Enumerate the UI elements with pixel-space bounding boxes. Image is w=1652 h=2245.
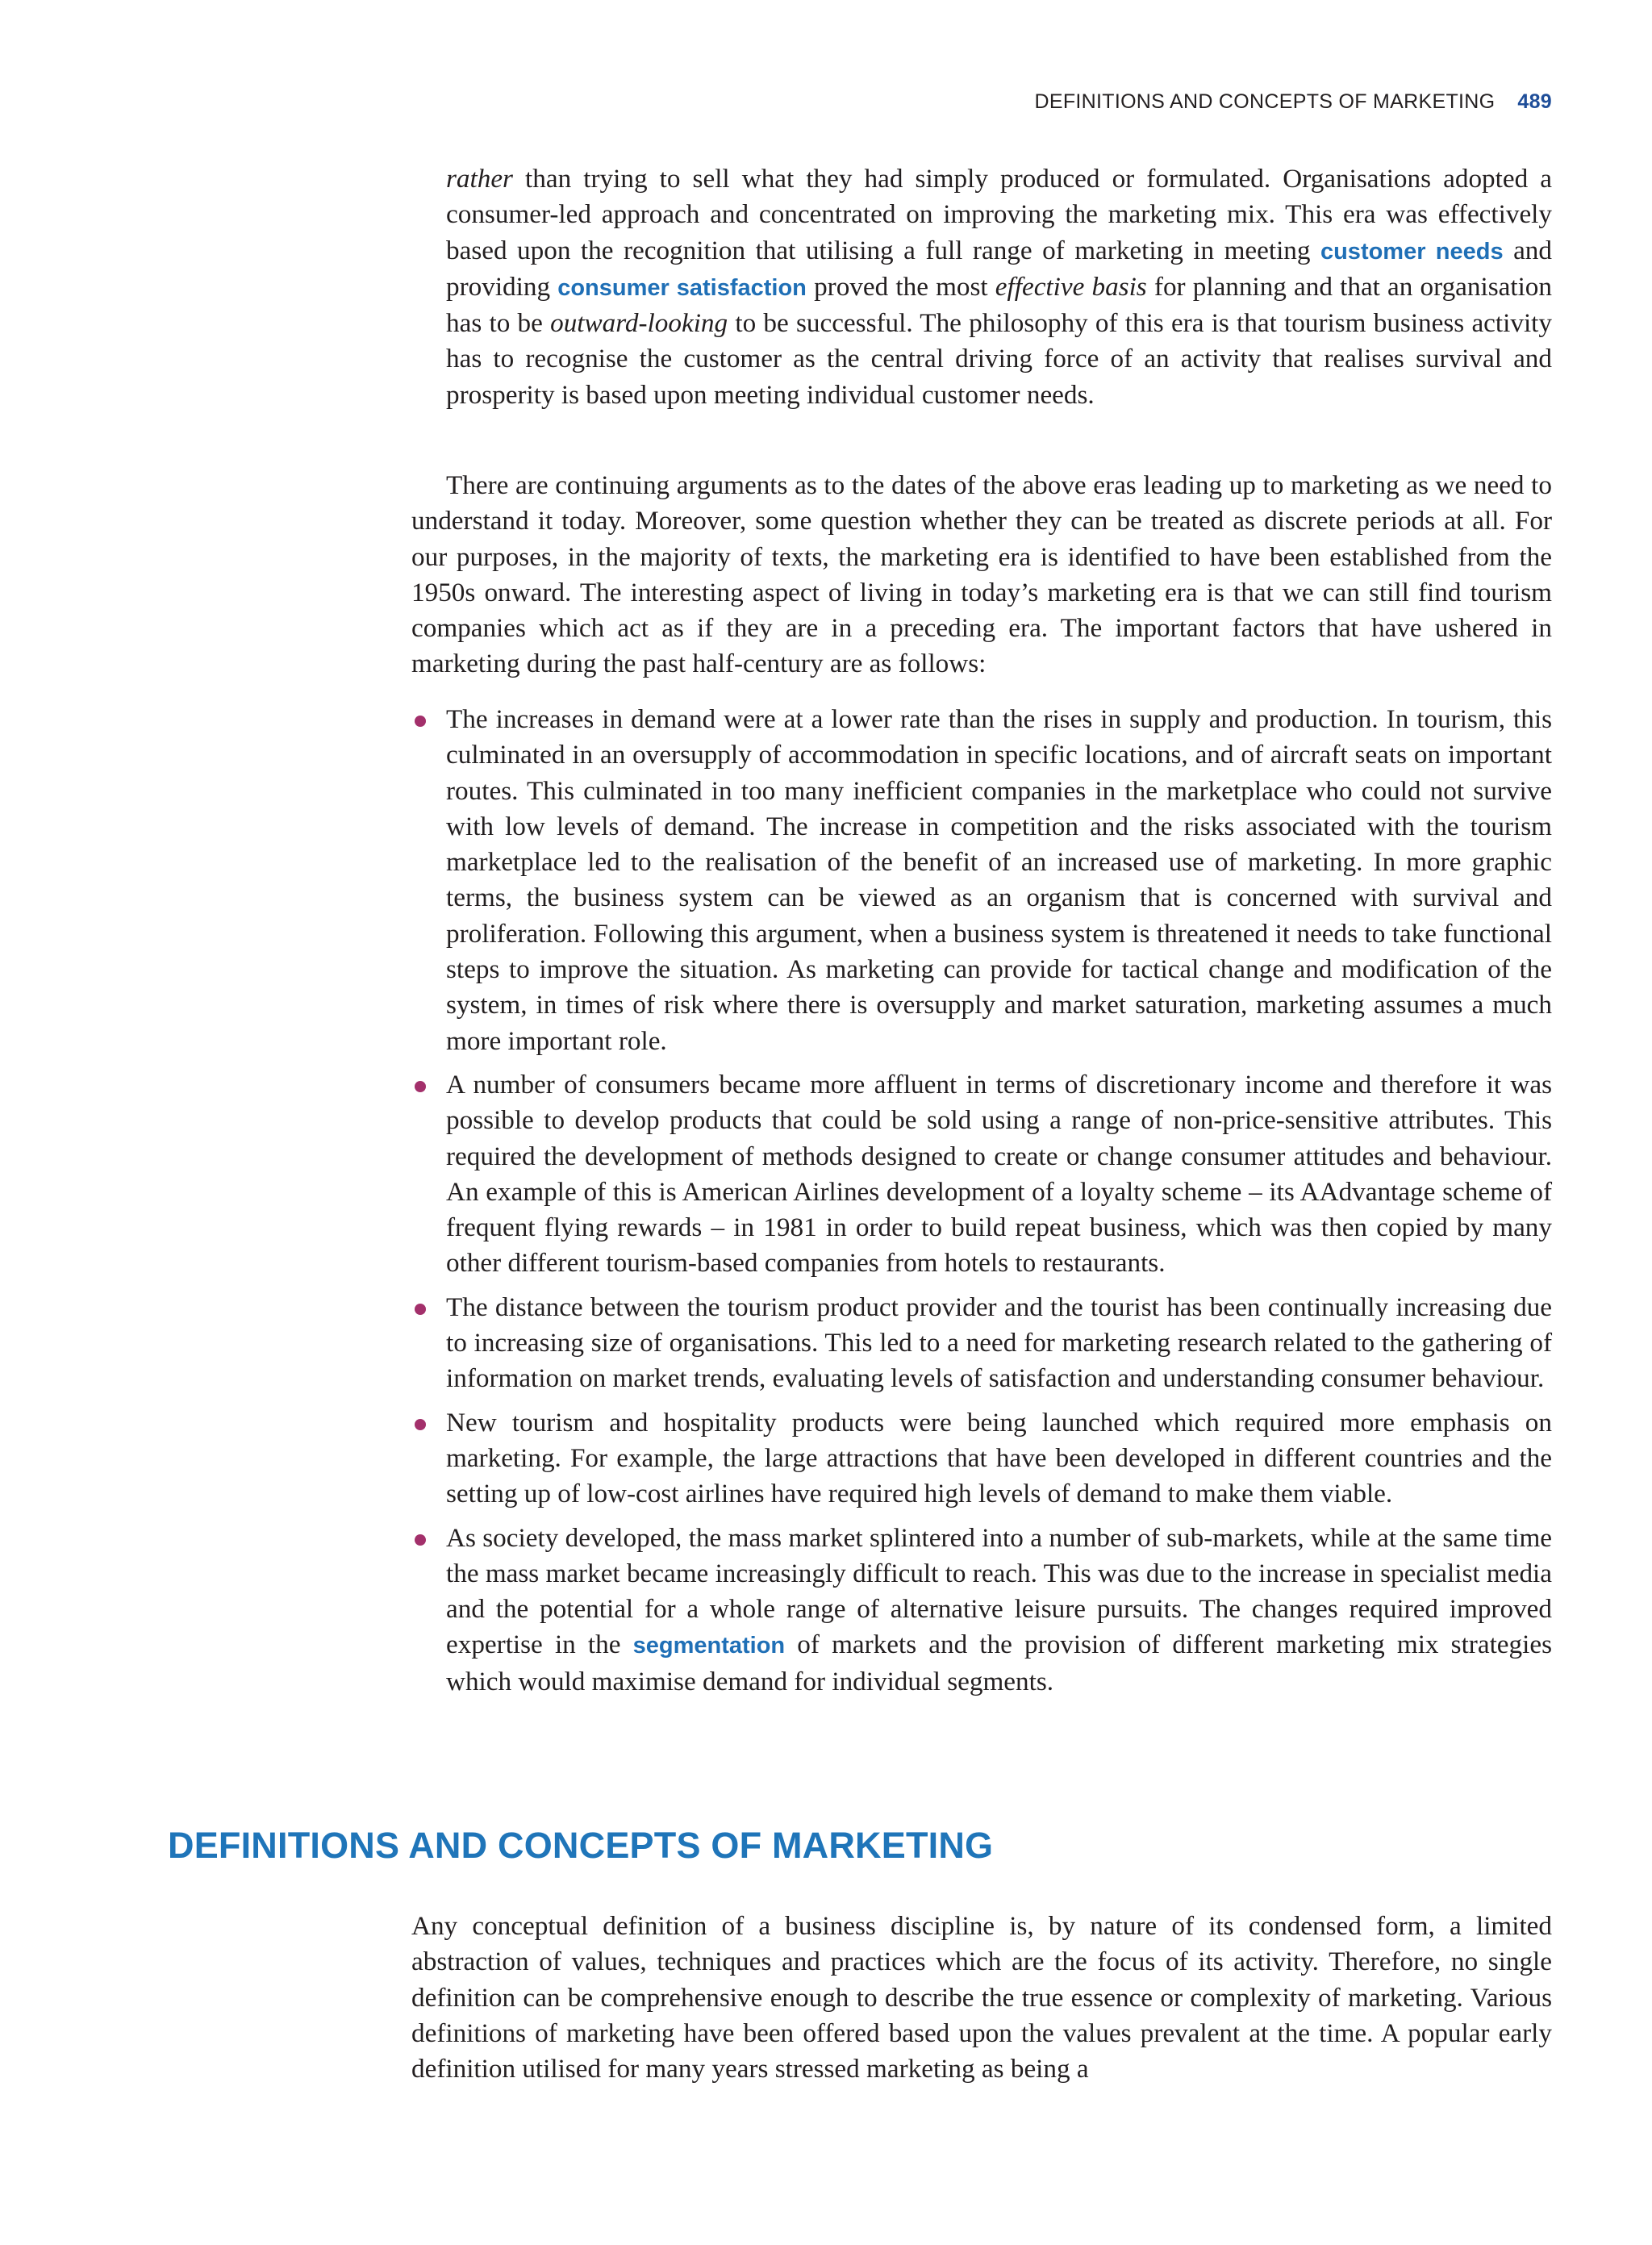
bullet-text: The increases in demand were at a lower rate than the rises in supply and production. In tourism, this culminated in an oversupply of accommodation in specific locations, and of aircraft seats on important routes. This culminated in too many inefficient companies in the marketplace who could not survive with low levels of demand. The increase in competition and the risks associated with the tourism marketplace led to the realisation of the benefit of an increased use of marketing. In more graphic terms, the business system can be viewed as an organism that is concerned with survival and proliferation. Following this argument, when a business system is threatened it needs to take functional steps to improve the situation. As marketing can provide for tactical change and modification of the system, in times of risk where there is oversupply and market saturation, marketing assumes a much more important role.	[446, 704, 1552, 1056]
bullet-text: of markets and the provision of different marketing mix strategies which would maximise demand for individual segments.	[446, 1630, 1552, 1696]
bullet-text: A number of consumers became more affluent in terms of discretionary income and therefore it was possible to develop products that could be sold using a range of non-price-sensitive attributes. This required the development of methods designed to create or change consumer attitudes and behaviour. An example of this is American Airlines development of a loyalty scheme – its AAdvantage scheme of frequent flying rewards – in 1981 in order to build repeat business, which was then copied by many other different tourism-based companies from hotels to restaurants.	[446, 1069, 1552, 1279]
bullet-item-segmentation	[411, 1521, 1552, 1700]
continuation-paragraph	[446, 161, 1552, 413]
bullet-item-affluence	[411, 1067, 1552, 1282]
continuation-text-4: for planning and that an organisation has to be	[446, 271, 1552, 339]
bullet-dot-icon	[415, 1081, 426, 1092]
continuation-text-1: than trying to sell what they had simply produced or formulated. Organisations adopted a consumer-led approach and concentrated on improving the marketing mix. This era was effectively based upon the recognition that utilising a full range of marketing in meeting	[446, 164, 1552, 265]
factors-bullet-list	[411, 702, 1552, 1708]
italic-rather: rather	[446, 164, 513, 194]
bullet-dot-icon	[415, 1419, 426, 1430]
definitions-paragraph: Any conceptual definition of a business discipline is, by nature of its condensed form, a limited abstraction of values, techniques and practices which are the focus of its activity. Therefore, no single definition can be comprehensive enough to describe the true essence or complexity of marketing. Various definitions of marketing have been offered based upon the values prevalent at the time. A popular early definition utilised for many years stressed marketing as being a	[411, 1911, 1552, 2084]
continuation-text-3: proved the most	[806, 271, 995, 302]
running-head	[1035, 90, 1553, 114]
running-head-title: DEFINITIONS AND CONCEPTS OF MARKETING	[1034, 90, 1496, 113]
bullet-item-distance	[411, 1290, 1552, 1397]
page-number: 489	[1517, 90, 1552, 113]
eras-paragraph: There are continuing arguments as to the dates of the above eras leading up to marketing as we need to understand it today. Moreover, some question whether they can be treated as discrete periods at all. For our purposes, in the majority of texts, the marketing era is identified to have been established from the 1950s onward. The interesting aspect of living in today’s marketing era is that we can still find tourism companies which act as if they are in a preceding era. The important factors that have ushered in marketing during the past half-century are as follows:	[411, 470, 1552, 679]
bullet-dot-icon	[415, 716, 426, 727]
bullet-text: As society developed, the mass market splintered into a number of sub-markets, while at the same time the mass market became increasingly difficult to reach. This was due to the increase in specialist media and the potential for a whole range of alternative leisure pursuits. The changes required improved expertise in the	[446, 1522, 1552, 1660]
keyword-customer-needs: customer needs	[1320, 238, 1504, 265]
continuation-text-5: to be successful. The philosophy of this era is that tourism business activity has to recognise the customer as the central driving force of an activity that realises survival and prosperity is based upon meeting individual customer needs.	[446, 308, 1552, 410]
italic-outward-looking: outward-looking	[550, 308, 728, 339]
bullet-text: New tourism and hospitality products were being launched which required more emphasis on marketing. For example, the large attractions that have been developed in different countries and the setting up of low-cost airlines have required high levels of demand to make them viable.	[446, 1407, 1552, 1509]
keyword-segmentation: segmentation	[632, 1633, 786, 1659]
bullet-dot-icon	[415, 1534, 426, 1546]
section-heading: DEFINITIONS AND CONCEPTS OF MARKETING	[168, 1825, 994, 1866]
italic-effective-basis: effective basis	[995, 271, 1147, 302]
bullet-text: The distance between the tourism product provider and the tourist has been continually increasing due to increasing size of organisations. This led to a need for marketing research related to the gathering of information on market trends, evaluating levels of satisfaction and understanding consumer behaviour.	[446, 1292, 1552, 1394]
keyword-consumer-satisfaction: consumer satisfaction	[557, 274, 807, 301]
continuation-text-2: and providing	[446, 235, 1552, 302]
bullet-item-new-products	[411, 1405, 1552, 1513]
bullet-dot-icon	[415, 1304, 426, 1315]
bullet-item-oversupply	[411, 702, 1552, 1059]
